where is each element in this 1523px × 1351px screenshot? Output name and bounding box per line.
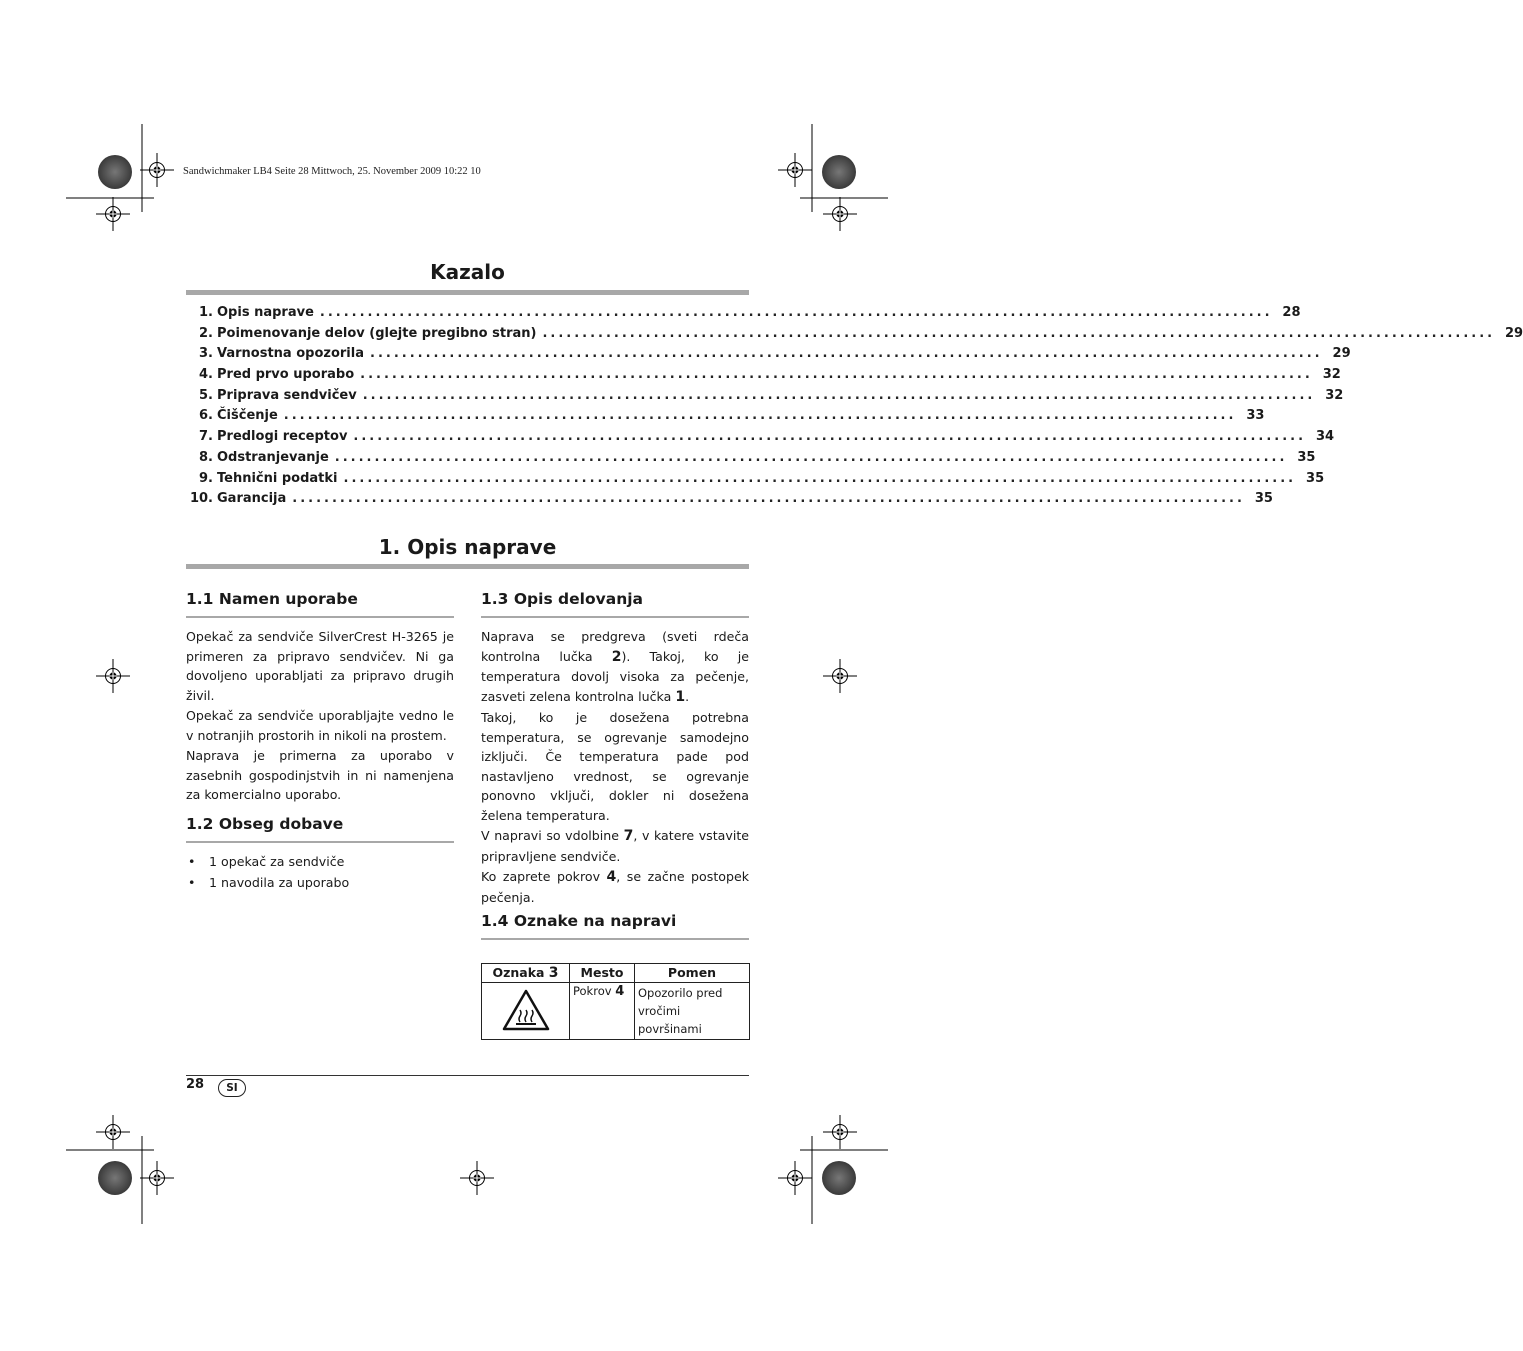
toc-page: 35 [1306,470,1325,486]
toc-leader: ........................................................................................................................ [360,367,1313,383]
star-target-br [822,1161,856,1195]
paragraph: V napravi so vdolbine 7, v katere vstavite pripravljene sendviče. [481,828,749,864]
toc-number: 2. [199,325,213,341]
toc-leader: ........................................................................................................................ [292,491,1245,507]
toc-number: 8. [199,449,213,465]
toc-page: 35 [1297,449,1316,465]
toc-page: 29 [1504,325,1523,341]
toc-number: 5. [199,387,213,403]
toc-leader: ........................................................................................................................ [319,305,1273,320]
toc-number: 6. [199,408,213,424]
col-place: Mesto [570,964,635,983]
toc-title: Poimenovanje delov (glejte pregibno stran) [217,325,537,341]
toc-leader: ........................................................................................................................ [334,449,1288,465]
toc-leader: ........................................................................................................................ [353,429,1307,445]
toc-number: 4. [199,367,213,383]
toc-title: Garancija [217,491,287,507]
toc-page: 33 [1246,408,1265,424]
toc-entry [186,470,1325,492]
col-meaning: Pomen [635,964,750,983]
toc-entry [186,346,1351,367]
rule-1-2 [186,841,454,843]
toc-entry [186,305,1301,326]
toc-number: 1. [199,305,213,320]
delivery-list [186,851,454,893]
toc-entry [186,408,1265,429]
paragraph: Opekač za sendviče SilverCrest H-3265 je primeren za pripravo sendvičev. Ni ga dovoljeno uporabljati za pripravo drugih živil. [186,629,454,703]
toc-entry [186,491,1273,512]
print-header: Sandwichmaker LB4 Seite 28 Mittwoch, 25. November 2009 10:22 10 [183,166,481,177]
paragraph: Takoj, ko je dosežena potrebna temperatura, se ogrevanje samodejno izklјuči. Če temperatura pade pod nastavljeno vrednost, se ogrevanje ponovno vklјuči, dokler ni dosežena želena temperatura. [481,710,749,823]
page-number: 28 [186,1077,205,1092]
heading-1-4: 1.4 Oznake na napravi [481,912,677,930]
toc-number: 3. [199,346,213,362]
section-1-3-text [481,627,749,908]
star-target-bl [98,1161,132,1195]
paragraph: Opekač za sendviče uporabljajte vedno le v notranjih prostorih in nikoli na prostem. [186,708,454,743]
toc-entry [186,367,1341,388]
paragraph: Ko zaprete pokrov 4, se začne postopek pečenja. [481,869,749,905]
toc-entry [186,325,1523,347]
language-badge: SI [218,1079,246,1097]
section-1-1-text [186,627,454,806]
toc-title: Pred prvo uporabo [217,367,355,383]
toc-page: 34 [1315,429,1335,445]
toc-entry [186,429,1335,450]
toc-leader: ........................................................................................................................ [283,408,1237,424]
toc-page: 32 [1322,367,1341,383]
toc-leader: ........................................................................................................................ [542,325,1496,341]
list-item: • 1 navodila za uporabo [188,875,350,890]
rule-1-3 [481,616,749,618]
toc-title: Opis naprave [217,305,314,320]
section-rule [186,564,749,569]
toc-title: Čiščenje [217,408,278,424]
toc-number: 9. [199,470,213,486]
rule-1-1 [186,616,454,618]
table-of-contents [186,305,1523,512]
toc-title: Varnostna opozorila [217,346,364,362]
col-symbol: Oznaka 3 [482,964,570,983]
paragraph: Naprava se predgreva (sveti rdeča kontrolna lučka 2). Takoj, ko je temperatura dovolj visoka za pečenje, zasveti zelena kontrolna lučka 1. [481,629,749,705]
symbol-cell [482,983,570,1040]
toc-leader: ........................................................................................................................ [362,387,1316,403]
rule-1-4 [481,938,749,940]
toc-leader: ........................................................................................................................ [370,346,1323,362]
toc-title: Tehnični podatki [217,470,338,486]
list-item: • 1 opekač za sendviče [188,854,345,869]
toc-heading: Kazalo [430,260,505,284]
heading-1-2: 1.2 Obseg dobave [186,815,344,833]
toc-rule [186,290,749,295]
toc-number: 10. [189,491,213,507]
toc-entry [186,387,1344,409]
toc-number: 7. [199,429,213,445]
paragraph: Naprava je primerna za uporabo v zasebnih gospodinjstvih in ni namenjena za komercialno uporabo. [186,748,454,802]
toc-title: Odstranjevanje [217,449,329,465]
heading-1-1: 1.1 Namen uporabe [186,590,358,608]
section-heading: 1. Opis naprave [378,535,557,559]
hot-surface-warning-icon [501,988,551,1032]
meaning-cell: Opozorilo pred vročimi površinami [635,983,750,1040]
toc-page: 28 [1282,305,1301,320]
footer-rule [186,1075,749,1076]
place-cell: Pokrov 4 [570,983,635,1040]
toc-page: 35 [1254,491,1273,507]
toc-page: 32 [1325,387,1344,403]
star-target-tr [822,155,856,189]
heading-1-3: 1.3 Opis delovanja [481,590,644,608]
toc-entry [186,449,1316,471]
toc-leader: ........................................................................................................................ [343,470,1297,486]
star-target-tl [98,155,132,189]
markings-table [481,963,750,1040]
toc-page: 29 [1332,346,1351,362]
toc-title: Priprava sendvičev [217,387,357,403]
toc-title: Predlogi receptov [217,429,348,445]
